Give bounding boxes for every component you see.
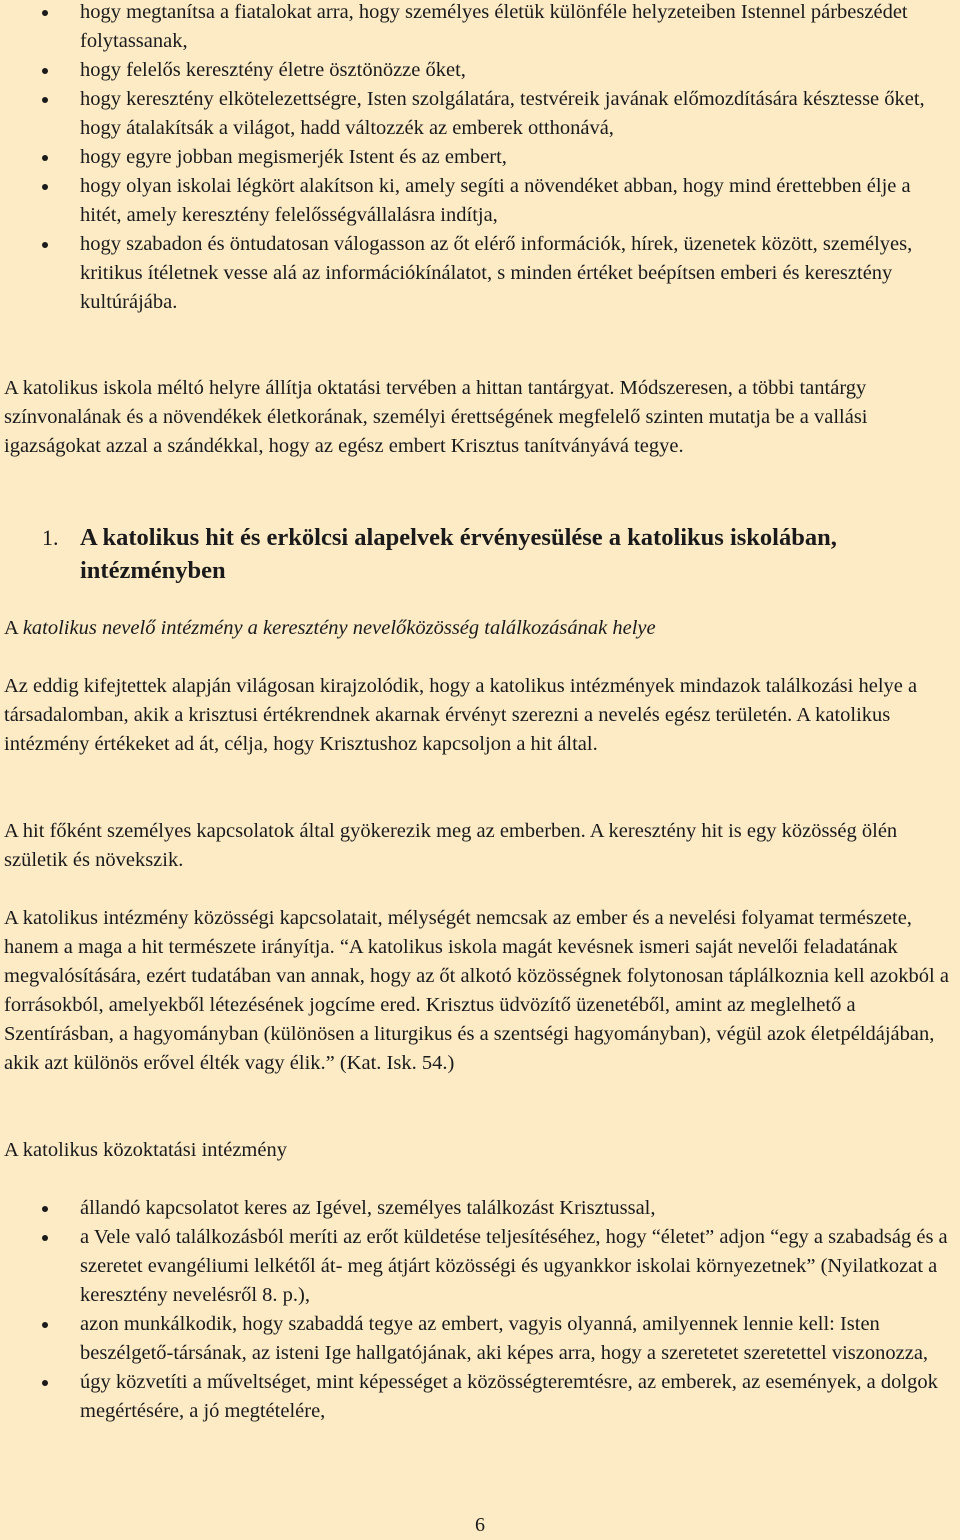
list-item-text: a Vele való találkozásból meríti az erőt küldetése teljesítéséhez, hogy “életet” adjon “egy a szabadság és a szeretet evangéliumi lelkétől át- meg átjárt közösségi és ugyankkor iskolai környezetnek” (Nyilatkozat a keresztény nevelésről 8. p.), <box>80 1226 948 1306</box>
page-number: 6 <box>475 1514 485 1536</box>
body-paragraph: Az eddig kifejtettek alapján világosan kirajzolódik, hogy a katolikus intézmények mindazok találkozási helye a társadalomban, akik a krisztusi értékrendnek akarnak érvényt szerezni a nevelés egész területén. A katolikus intézmény értékeket ad át, célja, hogy Krisztushoz kapcsoljon a hit által. <box>4 675 918 755</box>
bullet-icon <box>42 1380 48 1386</box>
subtitle-italic: katolikus nevelő intézmény a keresztény nevelőközösség találkozásának helye <box>22 617 656 639</box>
section-heading <box>0 521 960 587</box>
bullet-icon <box>42 97 48 103</box>
list-item-text: hogy olyan iskolai légkört alakítson ki, amely segíti a növendéket abban, hogy mind érettebben élje a hitét, amely keresztény felelősségvállalásra indítja, <box>80 175 911 226</box>
list-item <box>0 0 960 56</box>
list-item <box>0 1368 960 1426</box>
list-item-text: hogy keresztény elkötelezettségre, Isten szolgálatára, testvéreik javának előmozdítására késztesse őket, hogy átalakítsák a világot, hadd változzék az emberek otthonává, <box>80 88 925 139</box>
list-item-text: hogy szabadon és öntudatosan válogasson az őt elérő információk, hírek, üzenetek között, személyes, kritikus ítéletnek vesse alá az információkínálatot, s minden értéket beépítsen emberi és keresztény kultúrájába. <box>80 233 913 313</box>
list-item <box>0 1194 960 1223</box>
section-number: 1. <box>42 525 59 550</box>
section-subtitle <box>0 614 960 643</box>
list-item <box>0 172 960 230</box>
list-item <box>0 56 960 85</box>
bullet-icon <box>42 184 48 190</box>
institution-bullet-list <box>0 1194 960 1426</box>
list-item <box>0 230 960 317</box>
subtitle-lead: A <box>4 617 23 639</box>
list-intro-paragraph: A katolikus közoktatási intézmény <box>4 1139 287 1161</box>
goals-bullet-list <box>0 0 960 317</box>
bullet-icon <box>42 242 48 248</box>
list-item-text: hogy egyre jobban megismerjék Istent és az embert, <box>80 146 507 168</box>
list-item <box>0 85 960 143</box>
bullet-icon <box>42 68 48 74</box>
bullet-icon <box>42 1235 48 1241</box>
list-item <box>0 143 960 172</box>
body-paragraph: A katolikus intézmény közösségi kapcsolatait, mélységét nemcsak az ember és a nevelési folyamat természete, hanem a maga a hit természete irányítja. “A katolikus iskola magát kevésnek ismeri saját nevelői feladatának megvalósítására, ezért tudatában van annak, hogy az őt alkotó közösségnek folytonosan táplálkoznia kell azokból a forrásokból, amelyekből létezésének jogcíme ered. Krisztus üdvözítő üzenetéből, amint az meglelhető a Szentírásban, a hagyományban (különösen a liturgikus és a szentségi hagyományban), végül azok életpéldájában, akik azt különös erővel élték vagy élik.” (Kat. Isk. 54.) <box>4 907 949 1074</box>
bullet-icon <box>42 155 48 161</box>
bullet-icon <box>42 1206 48 1212</box>
list-item <box>0 1310 960 1368</box>
body-paragraph: A hit főként személyes kapcsolatok által gyökerezik meg az emberben. A keresztény hit is egy közösség ölén születik és növekszik. <box>4 820 898 871</box>
list-item-text: hogy megtanítsa a fiatalokat arra, hogy személyes életük különféle helyzeteiben Istennel párbeszédet folytassanak, <box>80 1 908 52</box>
list-item-text: hogy felelős keresztény életre ösztönözze őket, <box>80 59 466 81</box>
bullet-icon <box>42 1322 48 1328</box>
intro-paragraph: A katolikus iskola méltó helyre állítja oktatási tervében a hittan tantárgyat. Módszeresen, a többi tantárgy színvonalának és a növendékek életkorának, személyi érettségének megfelelő szinten mutatja be a vallási igazságokat azzal a szándékkal, hogy az egész embert Krisztus tanítványává tegye. <box>4 377 868 457</box>
list-item-text: azon munkálkodik, hogy szabaddá tegye az embert, vagyis olyanná, amilyennek lennie kell: Isten beszélgető-társának, az isteni Ige hallgatójának, aki képes arra, hogy a szeretetet szeretettel viszonozza, <box>80 1313 929 1364</box>
list-item <box>0 1223 960 1310</box>
bullet-icon <box>42 10 48 16</box>
list-item-text: állandó kapcsolatot keres az Igével, személyes találkozást Krisztussal, <box>80 1197 656 1219</box>
section-title: A katolikus hit és erkölcsi alapelvek érvényesülése a katolikus iskolában, intézményben <box>80 524 837 584</box>
list-item-text: úgy közvetíti a műveltséget, mint képességet a közösségteremtésre, az emberek, az események, a dolgok megértésére, a jó megtételére, <box>80 1371 938 1422</box>
